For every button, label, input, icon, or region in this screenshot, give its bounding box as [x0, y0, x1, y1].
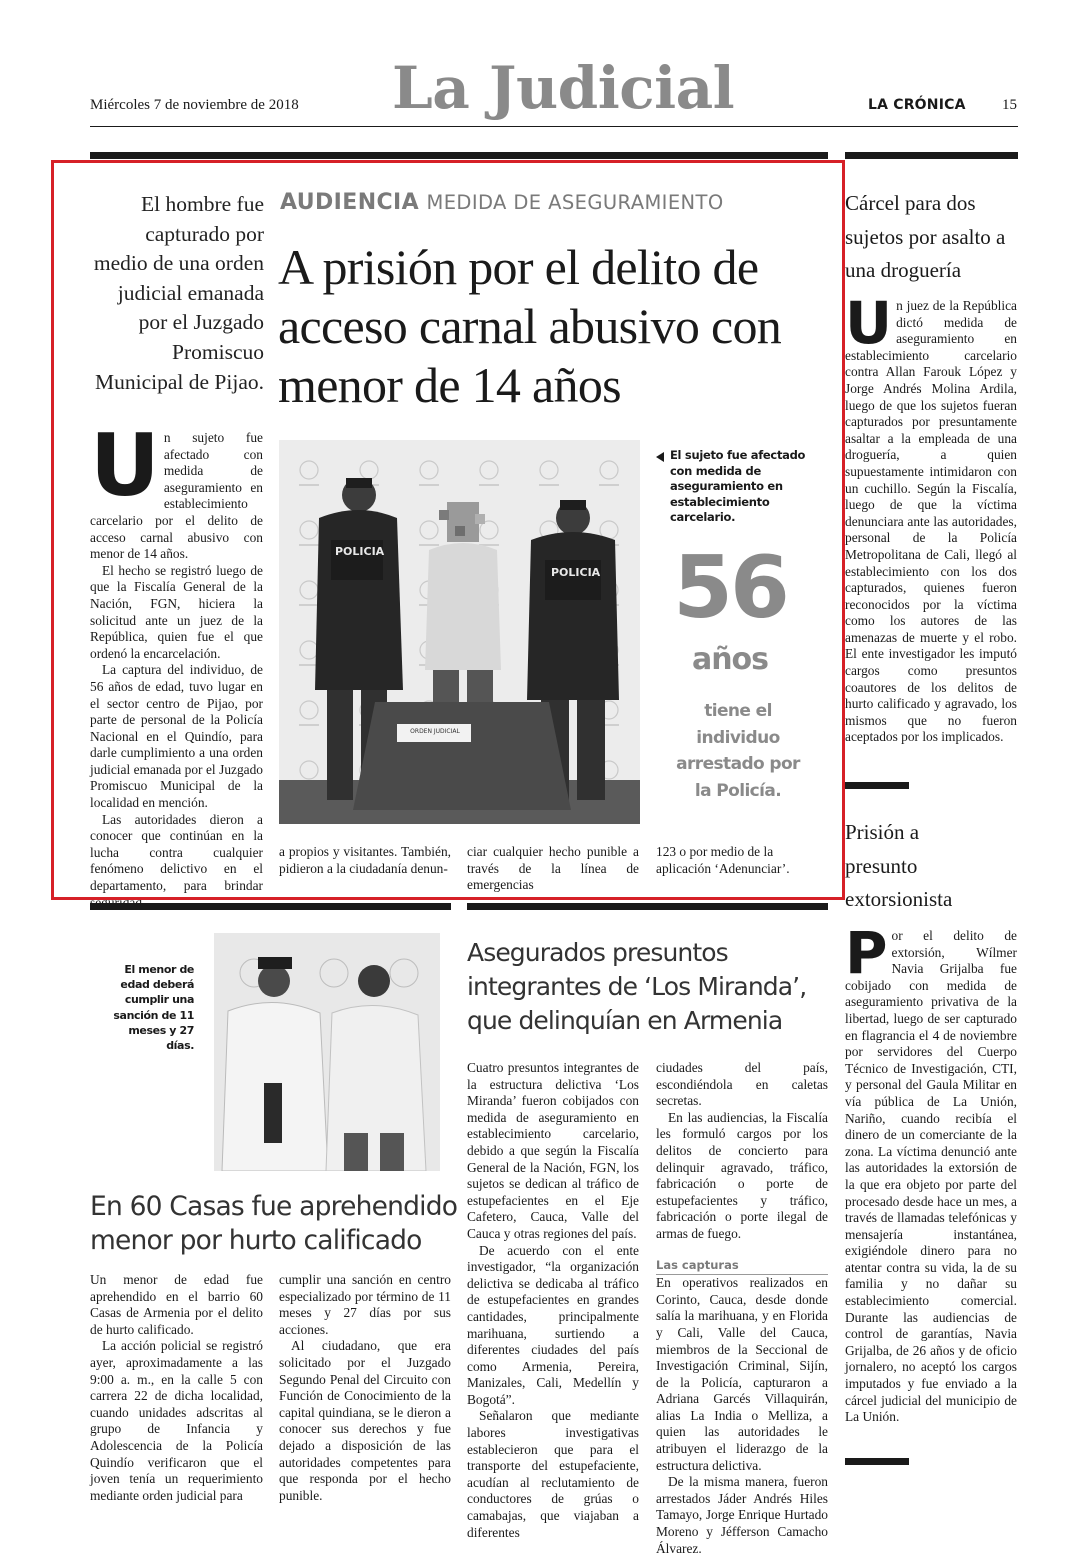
- right1-dropcap: U: [845, 289, 893, 357]
- miranda-c1p1: Cuatro presuntos integrantes de la estructura delictiva ‘Los Miranda’ fueron cobijados con medida de aseguramiento en establecimiento carcelario, debido a que según la Fiscalía General de la Nación, FGN, los sujetos se dedican al tráfico de estupefacientes en el Eje Cafetero, Cauca, Valle del Cauca y otras regiones del país.: [467, 1060, 639, 1241]
- right1-text: n juez de la República dictó medida de aseguramiento en establecimiento carcelario contra Allan Farouk López y Jorge Andrés Molina Ardila, luego de que los sujetos fueran capturados por presuntamente asaltar a la empleada de una droguería, a quien supuestamente intimidaron con un cuchillo. Según la Fiscalía, luego de que la víctima denunciara ante las autoridades, personal de la Policía Metropolitana de Cali, llegó al establecimiento con los dos capturados, quienes fueron reconocidos por la víctima como los autores de las amenazas de muerte y el robo. El ente investigador les imputó cargos como presuntos coautores de los delitos de hurto calificado y agravado, los mismos que no fueron aceptados por los implicados.: [845, 298, 1017, 745]
- page-number: 15: [1002, 97, 1017, 113]
- miranda-c2p4: De la misma manera, fueron arrestados Jáder Andrés Hiles Tamayo, Jorge Enrique Hurtado Moreno y Jéfferson Camacho Álvarez.: [656, 1474, 828, 1556]
- miranda-col1: [467, 1060, 639, 1541]
- lead-p1: n sujeto fue afectado con medida de aseguramiento en establecimiento carcelario por el delito de acceso carnal abusivo con menor de 14 años.: [90, 430, 263, 562]
- story60-headline: En 60 Casas fue aprehendido menor por hurto calificado: [90, 1191, 458, 1256]
- lead-p2: El hecho se registró luego de que la Fiscalía General de la Nación, FGN, hiciera la solicitud ante un juez de la República, quien fue el que ordenó la encarcelación.: [90, 562, 263, 661]
- lead-headline: A prisión por el delito de acceso carnal abusivo con menor de 14 años: [278, 239, 782, 413]
- lead-deck: El hombre fue capturado por medio de una orden judicial emanada por el Juzgado Promiscuo Municipal de Pijao.: [93, 192, 264, 394]
- vest-label-1: POLICIA: [335, 545, 385, 558]
- lead-caption: El sujeto fue afectado con medida de aseguramiento en establecimiento carcelario.: [670, 448, 806, 524]
- big-text: tiene el individuo arrestado por la Policía.: [676, 701, 800, 801]
- paper-name: LA CRÓNICA: [868, 97, 966, 113]
- top-bar-right: [845, 152, 1018, 159]
- big-number: 56: [673, 538, 787, 638]
- lower-bar-mid: [467, 903, 828, 910]
- story60-c2p1: cumplir una sanción en centro especializado por término de 11 meses y 27 días por sus acciones.: [279, 1272, 451, 1337]
- lead-dropcap: U: [90, 416, 160, 516]
- story60-c1p2: La acción policial se registró ayer, aproximadamente a las 9:00 a. m., en la calle 5 con carrera 22 de dicha localidad, cuando unidades adscritas al grupo de Infancia y Adolescencia de la Policía Quindío verificaron que el joven tenía un requerimiento mediante orden judicial para: [90, 1338, 263, 1503]
- highlight-frame: [51, 160, 845, 900]
- lower-bar-left: [90, 903, 451, 910]
- miranda-c2p2: En las audiencias, la Fiscalía les formuló cargos por los delitos de concierto para delinquir agravado, tráfico, fabricación o porte de estupefacientes y tráfico, fabricación o porte ilegal de armas de fuego.: [656, 1109, 828, 1241]
- story60-photo-image: [214, 933, 440, 1171]
- kicker-rest: MEDIDA DE ASEGURAMIENTO: [426, 191, 724, 214]
- lead-body-col3: ciar cualquier hecho punible a través de la línea de emergencias: [467, 844, 639, 893]
- story60-caption: El menor de edad deberá cumplir una sanción de 11 meses y 27 días.: [113, 963, 194, 1053]
- miranda-c2p3: En operativos realizados en Corinto, Cauca, desde donde salía la marihuana, y en Florida y Cali, Valle del Cauca, miembros de la Seccional de Investigación Criminal, Sijín, de la Policía, capturaron a Adriana Garcés Villaquirán, alias La India o Melliza, a quien las autoridades le atribuyen el liderazgo de la estructura delictiva.: [656, 1275, 828, 1473]
- header-rule: [90, 126, 1018, 127]
- big-unit: años: [691, 642, 769, 677]
- story60-col2: [279, 1272, 451, 1504]
- right2-headline: Prisión a presunto extorsionista: [845, 820, 953, 911]
- photo-sign: ORDEN JUDICIAL: [410, 728, 460, 735]
- story60-c2p2: Al ciudadano, que era solicitado por el Juzgado Segundo Penal del Circuito con Función de Conocimiento de la capital quindiana, se le dieron a conocer sus derechos y fue dejado a disposición de las autoridades competentes para que responda por el hecho punible.: [279, 1338, 451, 1503]
- lead-p4: Las autoridades dieron a conocer que continúan en la lucha contra cualquier fenómeno delictivo en el departamento, para brindar: [90, 811, 263, 894]
- miranda-c1p3: Señalaron que mediante labores investigativas establecieron que para el transporte del estupefaciente, acudían al reclutamiento de conductores de grúas o camabajas, que viajaban a diferentes: [467, 1408, 639, 1540]
- issue-date: Miércoles 7 de noviembre de 2018: [90, 97, 299, 113]
- right1-body: [845, 289, 1017, 746]
- section-title: La Judicial: [392, 54, 735, 122]
- miranda-subhead: Las capturas: [656, 1257, 828, 1276]
- right2-body: [845, 919, 1017, 1426]
- miranda-c1p2: De acuerdo con el ente investigador, “la organización delictiva se dedicaba al tráfico de estupefacientes en grandes cantidades, principalmente marihuana, surtiendo a diferentes ciudades del país como Armenia, Pereira, Manizales, Cali, Medellín y Bogotá”.: [467, 1242, 639, 1407]
- right2-dropcap: P: [845, 919, 888, 987]
- right1-end-bar: [845, 782, 909, 789]
- lead-body-col2: a propios y visitantes. También, pidieron a la ciudadanía denun-: [279, 844, 451, 876]
- story60-c1p1: Un menor de edad fue aprehendido en el barrio 60 Casas de Armenia por el delito de hurto calificado.: [90, 1272, 263, 1337]
- miranda-headline: Asegurados presuntos integrantes de ‘Los Miranda’, que delinquían en Armenia: [467, 938, 807, 1035]
- miranda-c2p1: ciudades del país, escondiéndola en caletas secretas.: [656, 1060, 828, 1109]
- miranda-col2: [656, 1060, 828, 1557]
- lead-body-col4: 123 o por medio de la aplicación ‘Adenunciar’.: [656, 844, 790, 876]
- lead-p3: La captura del individuo, de 56 años de edad, tuvo lugar en el sector centro de Pijao, por parte de personal de la Policía Nacional en el Quindío, para darle cumplimiento a una orden judicial emanada por el Juzgado Promiscuo Municipal de la localidad en mención.: [90, 662, 263, 811]
- story60-col1: [90, 1272, 263, 1504]
- top-bar-main: [90, 152, 828, 159]
- right2-text: or el delito de extorsión, Wílmer Navia Grijalba fue cobijado con medida de aseguramiento privativa de la libertad, luego de ser capturado en flagrancia el 4 de noviembre por servidores del Cuerpo Técnico de Investigación, CTI, y personal del Gaula Militar en vía pública de La Unión, Nariño, cuando recibía el dinero de un comerciante de la zona. La víctima denunció ante las autoridades la extorsión de la que era objeto por parte del procesado desde hace un mes, a través de llamadas telefónicas y mensajería instantánea, exigiéndole dinero para no atentar contra su vida, la de su familia y no dañar su establecimiento comercial. Durante las audiencias de control de garantías, Navia Grijalba, de 26 años y de oficio jornalero, no aceptó los cargos imputados y fue enviado a la cárcel judicial del municipio de La Unión.: [845, 928, 1017, 1425]
- kicker-bold: AUDIENCIA: [280, 190, 420, 215]
- right2-end-bar: [845, 1458, 909, 1465]
- right1-headline: Cárcel para dos sujetos por asalto a una droguería: [845, 191, 1006, 282]
- vest-label-2: POLICIA: [551, 566, 601, 579]
- story60-photo: [214, 933, 440, 1171]
